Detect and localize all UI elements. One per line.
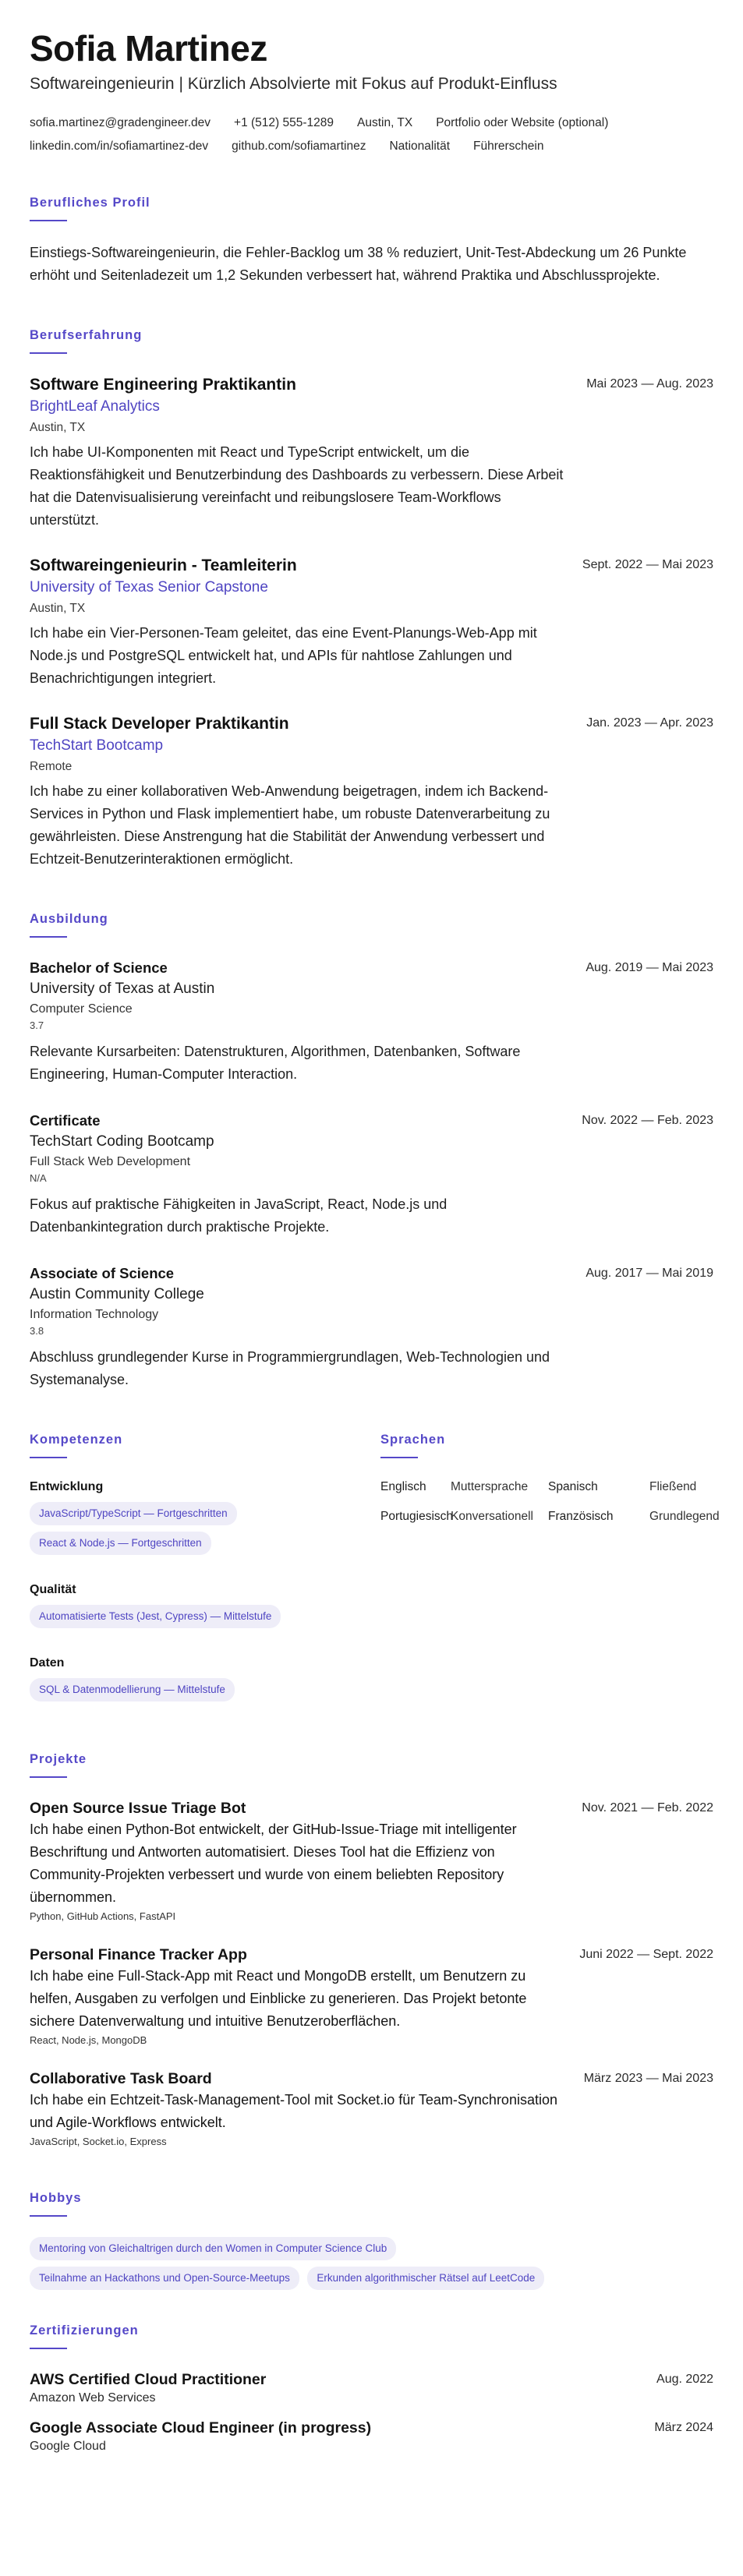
job-title: Softwareingenieurin - Teamleiterin <box>30 557 297 574</box>
grade: N/A <box>30 1172 47 1184</box>
skill-group <box>30 1655 380 1708</box>
skills-languages-row <box>30 1432 720 1728</box>
section-divider <box>30 1457 67 1458</box>
project-dates: Nov. 2021 — Feb. 2022 <box>582 1801 713 1815</box>
section-title: Kompetenzen <box>30 1433 123 1447</box>
section-divider <box>30 220 67 221</box>
candidate-name: Sofia Martinez <box>30 28 267 69</box>
job-location: Austin, TX <box>30 602 86 615</box>
contact-linkedin[interactable]: linkedin.com/in/sofiamartinez-dev <box>30 140 209 153</box>
skill-chip: React & Node.js — Fortgeschritten <box>30 1532 211 1555</box>
education-dates: Nov. 2022 — Feb. 2023 <box>582 1114 713 1127</box>
certification-name: Google Associate Cloud Engineer (in progress) <box>30 2419 372 2436</box>
section-divider <box>30 2215 67 2217</box>
project-entry <box>30 2069 713 2150</box>
education-description: Fokus auf praktische Fähigkeiten in JavaScript, React, Node.js und Datenbankintegration durch praktische Projekte. <box>30 1196 448 1235</box>
language-name: Englisch <box>380 1480 426 1493</box>
resume-header <box>30 28 713 154</box>
job-description: Ich habe ein Vier-Personen-Team geleitet, das eine Event-Planungs-Web-App mit Node.js und PostgreSQL entwickelt hat, und APIs für nahtlose Zahlungen und Benachrichtigungen integriert. <box>30 625 537 686</box>
certifications-section <box>30 2323 713 2455</box>
contact-phone[interactable]: +1 (512) 555-1289 <box>234 116 334 129</box>
experience-entry <box>30 374 713 532</box>
section-title: Berufserfahrung <box>30 328 143 342</box>
field-of-study: Full Stack Web Development <box>30 1155 191 1168</box>
section-title: Ausbildung <box>30 912 108 926</box>
certification-name: AWS Certified Cloud Practitioner <box>30 2371 267 2388</box>
project-name: Collaborative Task Board <box>30 2070 212 2087</box>
certification-date: März 2024 <box>654 2421 713 2434</box>
job-title: Full Stack Developer Praktikantin <box>30 715 289 733</box>
language-level: Muttersprache <box>451 1480 529 1493</box>
project-description: Ich habe eine Full-Stack-App mit React und MongoDB erstellt, um Benutzern zu helfen, Ausgaben zu verfolgen und Einblicke zu generieren. Das Projekt betonte sichere Datenverwaltung und intuitive Benutzeroberflächen. <box>30 1968 527 2029</box>
project-entry <box>30 1798 713 1924</box>
skill-group <box>30 1479 380 1561</box>
job-dates: Jan. 2023 — Apr. 2023 <box>586 716 713 730</box>
education-description: Relevante Kursarbeiten: Datenstrukturen, Algorithmen, Datenbanken, Software Engineering, Human-Computer Interaction. <box>30 1044 521 1082</box>
job-dates: Mai 2023 — Aug. 2023 <box>586 377 713 390</box>
language-list <box>380 1479 720 1525</box>
skill-category: Daten <box>30 1656 65 1670</box>
hobby-chip: Teilnahme an Hackathons und Open-Source-Meetups <box>30 2267 299 2290</box>
education-description: Abschluss grundlegender Kurse in Programmiergrundlagen, Web-Technologien und Systemanalyse. <box>30 1349 550 1387</box>
grade: 3.8 <box>30 1325 44 1337</box>
language-level: Grundlegend <box>649 1510 720 1523</box>
headline: Softwareingenieurin | Kürzlich Absolvierte mit Fokus auf Produkt-Einfluss <box>30 75 557 93</box>
education-entry <box>30 958 713 1086</box>
project-tech: React, Node.js, MongoDB <box>30 2034 147 2046</box>
skill-category: Qualität <box>30 1583 76 1596</box>
certification-date: Aug. 2022 <box>656 2373 713 2386</box>
skill-chip: JavaScript/TypeScript — Fortgeschritten <box>30 1502 237 1525</box>
languages-section <box>380 1432 720 1728</box>
job-company: TechStart Bootcamp <box>30 737 164 754</box>
section-divider <box>30 2348 67 2349</box>
degree-title: Associate of Science <box>30 1265 175 1281</box>
contact-email[interactable]: sofia.martinez@gradengineer.dev <box>30 116 211 129</box>
projects-section <box>30 1751 713 2150</box>
section-title: Berufliches Profil <box>30 196 150 210</box>
hobby-chip: Mentoring von Gleichaltrigen durch den Women in Computer Science Club <box>30 2237 396 2260</box>
job-dates: Sept. 2022 — Mai 2023 <box>582 558 713 571</box>
contact-portfolio[interactable]: Portfolio oder Website (optional) <box>436 116 609 129</box>
degree-title: Certificate <box>30 1112 101 1129</box>
job-title: Software Engineering Praktikantin <box>30 376 296 394</box>
education-section <box>30 911 713 1391</box>
education-entry <box>30 1263 713 1391</box>
experience-entry <box>30 713 713 871</box>
section-title: Zertifizierungen <box>30 2323 139 2337</box>
grade: 3.7 <box>30 1019 44 1031</box>
project-entry <box>30 1945 713 2048</box>
contact-github[interactable]: github.com/sofiamartinez <box>232 140 366 153</box>
job-description: Ich habe UI-Komponenten mit React und TypeScript entwickelt, um die Reaktionsfähigkeit und Benutzerbindung des Dashboards zu verbessern. Diese Arbeit hat die Datenvisualisierung vereinfacht und reibungslosere Team-Workflows unterstützt. <box>30 444 564 528</box>
institution: University of Texas at Austin <box>30 981 215 997</box>
certification-entry <box>30 2369 713 2407</box>
section-divider <box>30 352 67 354</box>
skill-category: Entwicklung <box>30 1480 104 1493</box>
education-dates: Aug. 2019 — Mai 2023 <box>586 961 713 974</box>
field-of-study: Computer Science <box>30 1002 133 1016</box>
job-company: BrightLeaf Analytics <box>30 398 160 415</box>
contact-nationality: Nationalität <box>389 140 451 153</box>
certification-issuer: Amazon Web Services <box>30 2391 156 2405</box>
degree-title: Bachelor of Science <box>30 959 168 976</box>
education-dates: Aug. 2017 — Mai 2019 <box>586 1267 713 1280</box>
section-title: Hobbys <box>30 2191 82 2205</box>
project-tech: JavaScript, Socket.io, Express <box>30 2136 167 2147</box>
profile-section <box>30 195 713 287</box>
contact-license: Führerschein <box>473 140 544 153</box>
section-divider <box>380 1457 418 1458</box>
language-name: Portugiesisch <box>380 1510 454 1523</box>
skill-chip: Automatisierte Tests (Jest, Cypress) — Mittelstufe <box>30 1605 281 1628</box>
hobbies-section <box>30 2190 713 2296</box>
experience-entry <box>30 555 713 690</box>
education-entry <box>30 1111 713 1239</box>
contact-list <box>30 115 685 154</box>
skill-chip: SQL & Datenmodellierung — Mittelstufe <box>30 1678 235 1701</box>
project-description: Ich habe ein Echtzeit-Task-Management-Tool mit Socket.io für Team-Synchronisation und Agile-Workflows entwickelt. <box>30 2092 557 2130</box>
institution: TechStart Coding Bootcamp <box>30 1133 214 1150</box>
language-level: Konversationell <box>451 1510 533 1523</box>
project-tech: Python, GitHub Actions, FastAPI <box>30 1910 176 1922</box>
job-location: Remote <box>30 760 73 773</box>
field-of-study: Information Technology <box>30 1308 159 1321</box>
project-dates: Juni 2022 — Sept. 2022 <box>579 1948 713 1961</box>
language-level: Fließend <box>649 1480 697 1493</box>
hobby-list <box>30 2237 713 2296</box>
hobby-chip: Erkunden algorithmischer Rätsel auf LeetCode <box>307 2267 544 2290</box>
job-company: University of Texas Senior Capstone <box>30 579 268 595</box>
section-divider <box>30 936 67 938</box>
job-description: Ich habe zu einer kollaborativen Web-Anwendung beigetragen, indem ich Backend-Services in Python und Flask implementiert habe, um robuste Datenverarbeitung zu gewährleisten. Diese Anstrengung hat die Stabilität der Anwendung verbessert und Echtzeit-Benutzerinteraktionen ermöglicht. <box>30 783 550 867</box>
project-name: Open Source Issue Triage Bot <box>30 1800 246 1817</box>
experience-section <box>30 327 713 871</box>
project-dates: März 2023 — Mai 2023 <box>583 2072 713 2085</box>
language-name: Französisch <box>548 1510 614 1523</box>
project-name: Personal Finance Tracker App <box>30 1946 247 1963</box>
project-description: Ich habe einen Python-Bot entwickelt, der GitHub-Issue-Triage mit intelligenter Beschriftung und Antworten automatisiert. Dieses Tool hat die Effizienz von Community-Projekten verbessert und wurde von einem beliebten Repository übernommen. <box>30 1822 517 1905</box>
skills-section <box>30 1432 380 1728</box>
certification-issuer: Google Cloud <box>30 2440 106 2453</box>
contact-location: Austin, TX <box>357 116 413 129</box>
certification-entry <box>30 2418 713 2455</box>
profile-text: Einstiegs-Softwareingenieurin, die Fehler-Backlog um 38 % reduziert, Unit-Test-Abdeckung um 26 Punkte erhöht und Seitenladezeit um 1,2 Sekunden verbessert hat, während Praktika und Abschlussprojekte. <box>30 245 687 283</box>
section-divider <box>30 1776 67 1778</box>
section-title: Projekte <box>30 1752 87 1766</box>
language-name: Spanisch <box>548 1480 598 1493</box>
skill-group <box>30 1581 380 1634</box>
section-title: Sprachen <box>380 1433 446 1447</box>
job-location: Austin, TX <box>30 421 86 434</box>
institution: Austin Community College <box>30 1286 204 1302</box>
